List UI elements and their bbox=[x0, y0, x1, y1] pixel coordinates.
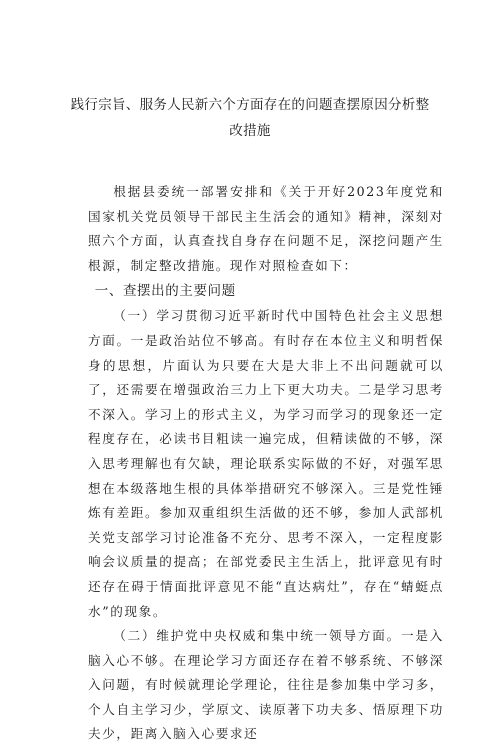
paragraph-authority: （二）维护党中央权威和集中统一领导方面。一是入脑入心不够。在理论学习方面还存在着不够系统、不够深入问题，有时候就理论学理论，往往是参加集中学习多，个人自主学习少，学原文、读原著下功夫多、悟原理下功夫少，距离入脑入心要求还 bbox=[88, 628, 444, 742]
document-title: 践行宗旨、服务人民新六个方面存在的问题查摆原因分析整改措施 bbox=[70, 97, 430, 139]
section-heading: 一、查摆出的主要问题 bbox=[94, 283, 236, 300]
paragraph-study: （一）学习贯彻习近平新时代中国特色社会主义思想方面。一是政治站位不够高。有时存在本位主义和明哲保身的思想，片面认为只要在大是大非上不出问题就可以了，还需要在增强政治三力上下更大功夫。二是学习思考不深入。学习上的形式主义，为学习而学习的现象还一定程度存在，必读书目粗读一遍完成，但精读做的不够，深入思考理解也有欠缺，理论联系实际做的不好，对强军思想在本级落地生根的具体举措研究不够深入。三是党性锤炼有差距。参加双重组织生活做的还不够，参加人武部机关党支部学习讨论准备不充分、思考不深入，一定程度影响会议质量的提高；在部党委民主生活上，批评意见有时还存在碍于情面批评意见不能“直达病灶”，存在“蜻蜓点水”的现象。 bbox=[88, 308, 444, 619]
document-body bbox=[88, 180, 444, 747]
intro-paragraph: 根据县委统一部署安排和《关于开好2023年度党和国家机关党员领导干部民主生活会的通知》精神，深刻对照六个方面，认真查找自身存在问题不足，深挖问题产生根源，制定整改措施。现作对照检查如下： bbox=[88, 184, 444, 273]
